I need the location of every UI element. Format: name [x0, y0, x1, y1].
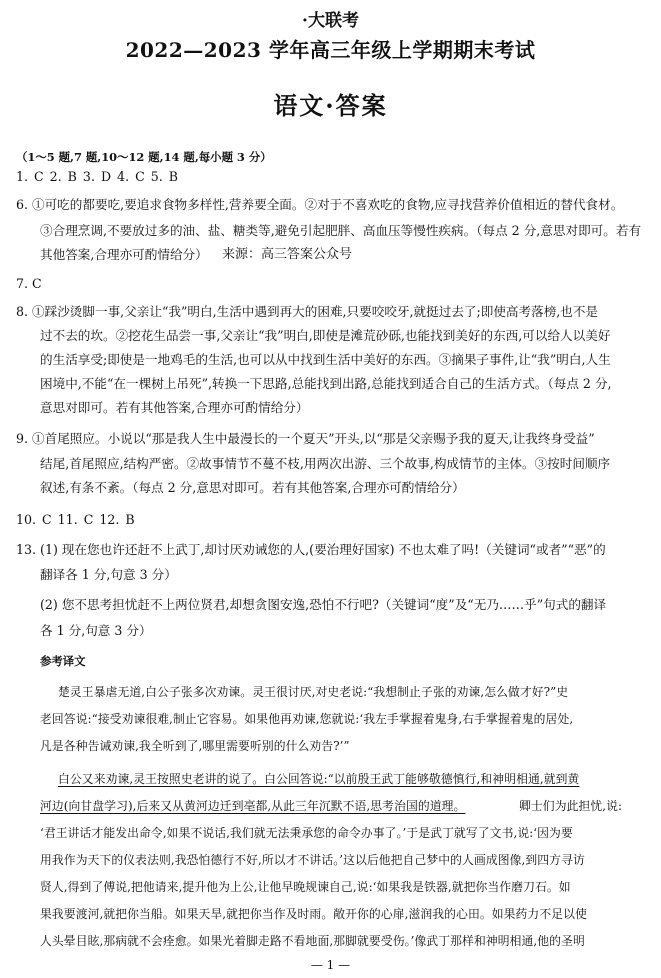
translation-line-2: 老回答说:“接受劝谏很难,制止它容易。如果他再劝谏,您就说:‘我左手掌握着鬼身,右手掌握着鬼的居处,: [40, 712, 574, 726]
q13-part1-line-2: 翻译各 1 分,句意 3 分）: [40, 567, 177, 582]
exam-title: 2022—2023 学年高三年级上学期期末考试: [125, 38, 536, 62]
answers-10-12: 10. C 11. C 12. B: [16, 512, 135, 527]
translation-line-10: 人头晕目眩,那病就不会痊愈。如果光着脚走路不看地面,那脚就要受伤。’像武丁那样和神明相通,他的圣明: [40, 934, 585, 948]
scoring-note: （1～5 题,7 题,10～12 题,14 题,每小题 3 分）: [16, 150, 272, 164]
translation-line-9: 果我要渡河,就把你当船。如果天旱,就把你当作及时雨。敞开你的心扉,滋润我的心田。如果药力不足以使: [40, 907, 587, 921]
q8-line-4: 困境中,不能“在一棵树上吊死”,转换一下思路,总能找到出路,总能找到适合自己的生活方式。（每点 2 分,: [40, 376, 612, 391]
q7-answer: 7. C: [16, 276, 42, 291]
q6-line-2: ③合理烹调,不要放过多的油、盐、糖类等,避免引起肥胖、高血压等慢性疾病。（每点 2 分,意思对即可。若有: [40, 223, 642, 238]
translation-line-3: 凡是各种告诫劝谏,我全听到了,哪里需要听别的什么劝告?’”: [40, 739, 350, 753]
q9-line-1: 9. ①首尾照应。小说以“那是我人生中最漫长的一个夏天”开头,以“那是父亲赐予我的夏天,让我终身受益”: [16, 431, 595, 446]
translation-line-5: 河边(向甘盘学习),后来又从黄河边迁到亳都,从此三年沉默不语,思考治国的道理。: [40, 799, 466, 813]
q13-part2-line-1: (2) 您不思考担忧赶不上两位贤君,却想贪图安逸,恐怕不行吧?（关键词“度”及“无乃……乎”句式的翻译: [40, 597, 607, 612]
q8-line-1: 8. ①踩沙烫脚一事,父亲让“我”明白,生活中遇到再大的困难,只要咬咬牙,就挺过去了;即使高考落榜,也不是: [16, 304, 599, 319]
source-note: 来源：高三答案公众号: [222, 247, 353, 262]
q9-line-3: 叙述,有条不紊。（每点 2 分,意思对即可。若有其他答案,合理亦可酌情给分）: [40, 480, 465, 495]
reference-translation-heading: 参考译文: [40, 654, 86, 668]
q6-line-3: 其他答案,合理亦可酌情给分）: [40, 247, 208, 262]
q8-line-5: 意思对即可。若有其他答案,合理亦可酌情给分）: [40, 400, 309, 415]
translation-line-5-tail: 卿士们为此担忧,说:: [519, 799, 623, 813]
subject-title: 语文·答案: [273, 91, 388, 120]
q9-line-2: 结尾,首尾照应,结构严密。②故事情节不蔓不枝,用两次出游、三个故事,构成情节的主体。③按时间顺序: [40, 456, 611, 471]
q8-line-3: 的生活享受;即使是一地鸡毛的生活,也可以从中找到生活中美好的东西。③摘果子事件,让“我”明白,人生: [40, 352, 611, 367]
q13-part1-line-1: 13. (1) 现在您也许还赶不上武丁,却讨厌劝诫您的人,(要治理好国家) 不也太难了吗!（关键词“或者”“恶”的: [16, 542, 606, 557]
answers-1-5: 1. C 2. B 3. D 4. C 5. B: [16, 169, 178, 184]
translation-line-8: 贤人,得到了傅说,把他请来,提升他为上公,让他早晚规谏自己,说:‘如果我是铁器,就把你当作磨刀石。如: [40, 880, 571, 894]
translation-line-1: 楚灵王暴虐无道,白公子张多次劝谏。灵王很讨厌,对史老说:“我想制止子张的劝谏,怎么做才好?”史: [58, 685, 569, 699]
q6-line-1: 6. ①可吃的都要吃,要追求食物多样性,营养要全面。②对于不喜欢吃的食物,应寻找营养价值相近的替代食材。: [16, 197, 624, 212]
exam-organizer: ·大联考: [302, 11, 359, 31]
page-number: — 1 —: [310, 958, 351, 972]
q8-line-2: 过不去的坎。②挖花生品尝一事,父亲让“我”明白,即使是滩荒砂砾,也能找到美好的东西,可以给人以美好: [40, 328, 611, 343]
translation-line-6: ‘君王讲话才能发出命令,如果不说话,我们就无法秉承您的命令办事了。’于是武丁就写了文书,说:‘因为要: [40, 826, 573, 840]
translation-line-7: 用我作为天下的仪表法则,我恐怕德行不好,所以才不讲话。’这以后他把自己梦中的人画成图像,到四方寻访: [40, 853, 585, 867]
q13-part2-line-2: 各 1 分,句意 3 分）: [40, 623, 152, 638]
translation-line-4: 白公又来劝谏,灵王按照史老讲的说了。白公回答说:“以前殷王武丁能够敬德慎行,和神明相通,就到黄: [58, 772, 580, 786]
